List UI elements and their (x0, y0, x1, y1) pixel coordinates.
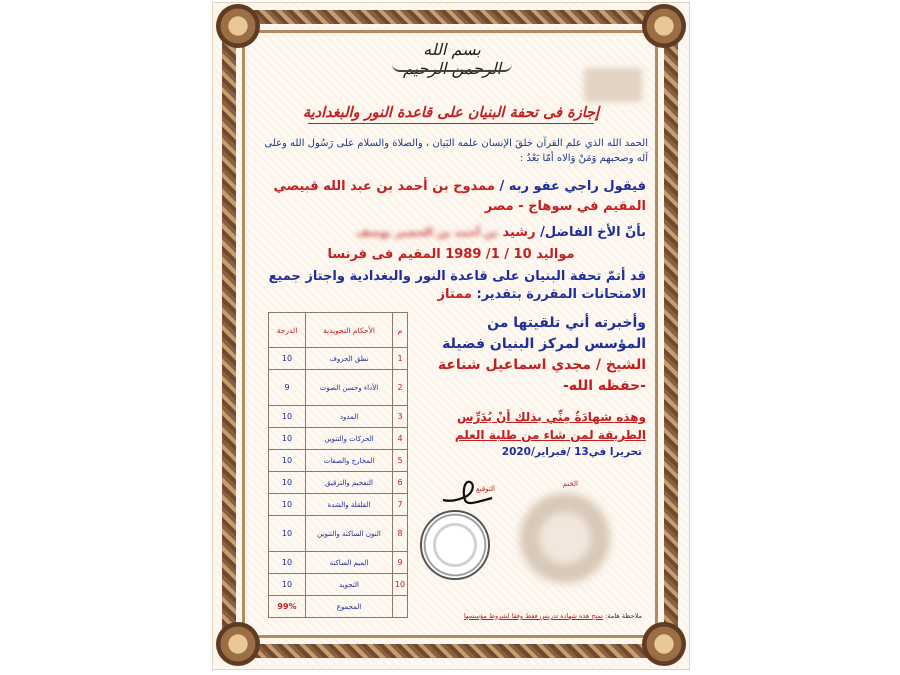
row-num: 1 (393, 348, 408, 370)
stamp-seal-icon (420, 510, 490, 580)
row-score: 10 (269, 450, 306, 472)
header-num: م (393, 313, 408, 348)
chain-line-2: المؤسس لمركز البنيان فضيلة (442, 336, 646, 352)
row-rule: التجويد (306, 574, 393, 596)
total-score: 99% (269, 596, 306, 618)
table-row (269, 450, 408, 472)
row-num: 10 (393, 574, 408, 596)
row-num: 4 (393, 428, 408, 450)
header-rule: الأحكام التجويدية (306, 313, 393, 348)
signature-icon (437, 478, 497, 508)
blurred-logo (584, 68, 642, 102)
row-num: 9 (393, 552, 408, 574)
blurred-seal (520, 493, 610, 583)
table-row (269, 406, 408, 428)
header-score: الدرجة (269, 313, 306, 348)
certificate-content (252, 38, 650, 630)
note-text: تمنح هذه شهادة تدريس فقط وفقا لشروط مؤسسها (463, 612, 604, 620)
important-note (272, 612, 642, 620)
total-label: المجموع (306, 596, 393, 618)
row-score: 9 (269, 370, 306, 406)
row-rule: نطق الحروف (306, 348, 393, 370)
student-name-blurred: بن أحمد بن الحضير يوسف (356, 226, 498, 239)
speaker-prefix: فيقول راجي عفو ربه / (499, 179, 646, 194)
chain-line-3: الشيخ / مجدي اسماعيل شناعة (437, 357, 646, 373)
row-rule: الميم الساكنة (306, 552, 393, 574)
table-header-row (269, 313, 408, 348)
closing-statement: وهذه شهادَةٌ مِنِّي بذلك أنْ يُدَرِّس الطريقة لمن شاء من طلبة العلم (454, 410, 646, 442)
signature-label: التوقيع (476, 485, 495, 493)
issue-date: تحريرا في13 /فبراير/2020 (501, 446, 642, 458)
intro-text: الحمد الله الذي علم القرآن خلقَ الإنسان علمه البَيان ، والصلاة والسلام على رَسُول الله وعلى آله وصحبهم وَمَنْ وَالاه أمّا بَعْدُ : (264, 138, 648, 164)
grades-table (268, 312, 408, 618)
certificate (212, 2, 690, 670)
table-row (269, 574, 408, 596)
student-line (256, 224, 646, 242)
grade-word: ممتاز (437, 287, 472, 302)
row-score: 10 (269, 552, 306, 574)
student-prefix: بأنّ الأخ الفاضل/ (540, 225, 646, 240)
table-row (269, 472, 408, 494)
row-num: 2 (393, 370, 408, 406)
row-score: 10 (269, 428, 306, 450)
student-name: رشيد (502, 225, 536, 240)
row-rule: القلقلة والشدة (306, 494, 393, 516)
teacher-chain (411, 313, 646, 397)
row-num: 3 (393, 406, 408, 428)
seal-label: الختم (562, 480, 578, 488)
table-row (269, 370, 408, 406)
row-rule: المدود (306, 406, 393, 428)
table-row (269, 494, 408, 516)
row-num: 5 (393, 450, 408, 472)
table-row (269, 348, 408, 370)
row-score: 10 (269, 348, 306, 370)
row-score: 10 (269, 406, 306, 428)
calligraphy-flourish (392, 64, 512, 72)
completion-line (256, 268, 646, 304)
title-underline (308, 123, 594, 124)
residence-line: المقيم في سوهاج - مصر (484, 199, 646, 214)
row-score: 10 (269, 516, 306, 552)
row-num: 8 (393, 516, 408, 552)
row-num: 6 (393, 472, 408, 494)
row-num: 7 (393, 494, 408, 516)
speaker-name: ممدوح بن أحمد بن عبد الله قبيصي (273, 179, 495, 194)
table-row (269, 428, 408, 450)
row-rule: المخارج والصفات (306, 450, 393, 472)
table-row (269, 516, 408, 552)
row-rule: الأداء وحسن الصوت (306, 370, 393, 406)
chain-line-1: وأخبرته أني تلقيتها من (487, 315, 646, 331)
table-row (269, 552, 408, 574)
row-rule: النون الساكنة والتنوين (306, 516, 393, 552)
row-score: 10 (269, 472, 306, 494)
certificate-title: إجازة فى تحفة البنيان على قاعدة النور والبغدادية (302, 104, 600, 121)
chain-line-4: -حفظه الله- (562, 378, 646, 394)
row-score: 10 (269, 574, 306, 596)
basmala-calligraphy: بسم الله الرحمن الرحيم (402, 40, 502, 78)
row-score: 10 (269, 494, 306, 516)
row-rule: التفخيم والترقيق (306, 472, 393, 494)
note-label: ملاحظة هامة: (605, 612, 642, 620)
row-rule: الحركات والتنوين (306, 428, 393, 450)
birth-line: مواليد 10 / 1/ 1989 المقيم فى فرنسا (327, 247, 575, 262)
completion-text: قد أتمّ تحفة البنيان على قاعدة النور والبغدادية واجتاز جميع الامتحانات المقررة بتقدير: (268, 269, 646, 302)
speaker-line (256, 178, 646, 196)
